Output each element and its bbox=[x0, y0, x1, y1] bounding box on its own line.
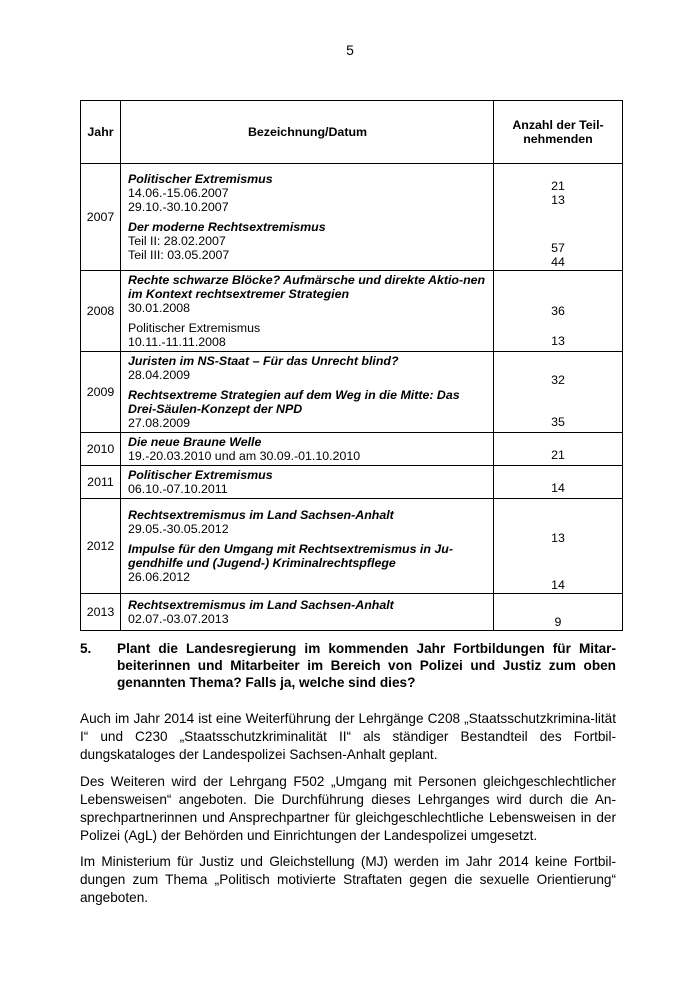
course-date: Teil II: 28.02.2007 bbox=[128, 234, 226, 248]
course-date: 28.04.2009 bbox=[128, 368, 191, 382]
course-entry bbox=[128, 468, 487, 496]
course-entry bbox=[128, 273, 487, 315]
table-row bbox=[81, 271, 623, 352]
participant-count: 21 bbox=[551, 179, 565, 193]
row-description bbox=[121, 164, 494, 271]
participant-count: 32 bbox=[551, 373, 565, 387]
course-title: Rechtsextremismus im Land Sachsen-Anhalt bbox=[128, 508, 394, 522]
participant-count: 9 bbox=[554, 615, 562, 629]
course-entry bbox=[128, 354, 487, 382]
row-description bbox=[121, 466, 494, 499]
course-date: 27.08.2009 bbox=[128, 416, 191, 430]
course-title: Rechtsextremismus im Land Sachsen-Anhalt bbox=[128, 598, 394, 612]
course-date: 10.11.-11.11.2008 bbox=[128, 335, 226, 349]
table-row bbox=[81, 594, 623, 631]
header-description: Bezeichnung/Datum bbox=[121, 101, 494, 164]
row-year: 2007 bbox=[81, 164, 121, 271]
row-description bbox=[121, 594, 494, 631]
row-counts bbox=[494, 271, 623, 352]
row-description bbox=[121, 499, 494, 594]
row-year: 2011 bbox=[81, 466, 121, 499]
row-year: 2013 bbox=[81, 594, 121, 631]
row-counts bbox=[494, 594, 623, 631]
row-counts bbox=[494, 164, 623, 271]
row-counts bbox=[494, 466, 623, 499]
table-row bbox=[81, 352, 623, 433]
course-title: Rechte schwarze Blöcke? Aufmärsche und direkte Aktio-nen im Kontext rechtsextremer Strategien bbox=[128, 273, 486, 301]
course-date: 29.10.-30.10.2007 bbox=[128, 200, 229, 214]
section-question-text: Plant die Landesregierung im kommenden Jahr Fortbildungen für Mitar-beiterinnen und Mitarbeiter im Bereich von Polizei und Justiz zum oben genannten Thema? Falls ja, welche sind dies? bbox=[117, 641, 616, 690]
participant-count: 21 bbox=[551, 448, 565, 462]
paragraph: Des Weiteren wird der Lehrgang F502 „Umgang mit Personen gleichgeschlechtlicher Lebensweisen“ angeboten. Die Durchführung dieses Lehrganges wird durch die An-sprechpartnerinnen und Ansprechpartner für gleichgeschlechtliche Lebensweisen in der Polizei (AgL) der Behörden und Einrichtungen der Landespolizei umgesetzt. bbox=[80, 774, 616, 843]
row-counts bbox=[494, 433, 623, 466]
table-header-row bbox=[81, 101, 623, 164]
participant-count: 13 bbox=[551, 193, 565, 207]
row-year: 2012 bbox=[81, 499, 121, 594]
course-date: 26.06.2012 bbox=[128, 570, 191, 584]
header-count: Anzahl der Teil-nehmenden bbox=[494, 101, 623, 164]
course-date: Teil III: 03.05.2007 bbox=[128, 248, 230, 262]
row-description bbox=[121, 271, 494, 352]
row-description bbox=[121, 433, 494, 466]
row-counts bbox=[494, 499, 623, 594]
participant-count: 44 bbox=[551, 255, 565, 269]
paragraph: Im Ministerium für Justiz und Gleichstellung (MJ) werden im Jahr 2014 keine Fortbil-dungen zum Thema „Politisch motivierte Straftaten gegen die sexuelle Orientierung“ angeboten. bbox=[80, 854, 616, 905]
course-title: Rechtsextreme Strategien auf dem Weg in die Mitte: Das Drei-Säulen-Konzept der NPD bbox=[128, 388, 460, 416]
table-row bbox=[81, 164, 623, 271]
course-title: Die neue Braune Welle bbox=[128, 435, 262, 449]
course-entry bbox=[128, 508, 487, 536]
table-row bbox=[81, 499, 623, 594]
course-date: 19.-20.03.2010 und am 30.09.-01.10.2010 bbox=[128, 449, 361, 463]
course-title: Politischer Extremismus bbox=[128, 468, 273, 482]
training-table bbox=[80, 100, 623, 631]
course-entry bbox=[128, 388, 487, 430]
participant-count: 14 bbox=[551, 578, 565, 592]
row-year: 2010 bbox=[81, 433, 121, 466]
row-counts bbox=[494, 352, 623, 433]
course-date: 06.10.-07.10.2011 bbox=[128, 482, 228, 496]
row-year: 2008 bbox=[81, 271, 121, 352]
row-year: 2009 bbox=[81, 352, 121, 433]
table-row bbox=[81, 433, 623, 466]
course-title: Impulse für den Umgang mit Rechtsextremismus in Ju-gendhilfe und (Jugend-) Kriminalrechtspflege bbox=[128, 542, 453, 570]
section-number: 5. bbox=[80, 641, 92, 656]
course-date: 30.01.2008 bbox=[128, 301, 191, 315]
course-title: Politischer Extremismus bbox=[128, 172, 273, 186]
participant-count: 13 bbox=[551, 531, 565, 545]
course-title: Der moderne Rechtsextremismus bbox=[128, 220, 326, 234]
participant-count: 36 bbox=[551, 304, 565, 318]
course-entry bbox=[128, 542, 487, 584]
participant-count: 57 bbox=[551, 241, 565, 255]
course-entry bbox=[128, 435, 487, 463]
course-entry bbox=[128, 172, 487, 214]
participant-count: 13 bbox=[551, 334, 565, 348]
section-5-question bbox=[80, 640, 616, 691]
course-date: 02.07.-03.07.2013 bbox=[128, 612, 229, 626]
participant-count: 14 bbox=[551, 481, 565, 495]
row-description bbox=[121, 352, 494, 433]
paragraph: Auch im Jahr 2014 ist eine Weiterführung der Lehrgänge C208 „Staatsschutzkrimina-lität I“ und C230 „Staatsschutzkriminalität II“ als ständiger Bestandteil des Fortbil-dungskataloges der Landespolizei Sachsen-Anhalt geplant. bbox=[80, 711, 616, 762]
page-number: 5 bbox=[346, 42, 354, 58]
course-date: 29.05.-30.05.2012 bbox=[128, 522, 229, 536]
table-row bbox=[81, 466, 623, 499]
course-entry bbox=[128, 321, 487, 349]
course-title-plain: Politischer Extremismus bbox=[128, 321, 261, 335]
participant-count: 35 bbox=[551, 415, 565, 429]
course-title: Juristen im NS-Staat – Für das Unrecht blind? bbox=[128, 354, 399, 368]
course-date: 14.06.-15.06.2007 bbox=[128, 186, 229, 200]
course-entry bbox=[128, 598, 487, 626]
header-year: Jahr bbox=[81, 101, 121, 164]
course-entry bbox=[128, 220, 487, 262]
